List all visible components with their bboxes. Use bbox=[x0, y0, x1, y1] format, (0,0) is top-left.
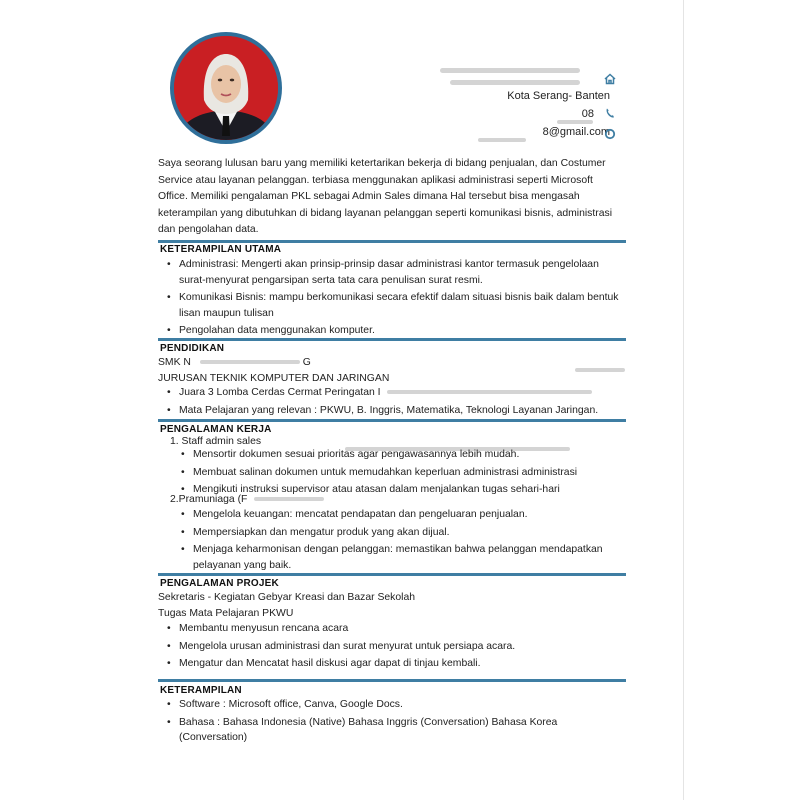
skills-main-list bbox=[166, 257, 621, 341]
contact-name-redacted bbox=[440, 62, 590, 70]
contact-email: 8@gmail.com bbox=[542, 126, 610, 138]
list-item: • Mengelola urusan administrasi dan surat menyurat untuk persiapa acara. bbox=[166, 639, 621, 655]
project-role: Sekretaris - Kegiatan Gebyar Kreasi dan Bazar Sekolah bbox=[158, 592, 416, 603]
contact-phone: 08 bbox=[581, 108, 594, 120]
contact-city: Kota Serang- Banten bbox=[507, 90, 610, 102]
list-item: • Juara 3 Lomba Cerdas Cermat Peringatan I bbox=[166, 385, 621, 401]
profile-summary: Saya seorang lulusan baru yang memiliki ketertarikan bekerja di bidang penjualan, dan Costumer Service atau layanan pelanggan. terbiasa menggunakan aplikasi administrasi seperti Microsoft Office. Memiliki pengalaman PKL sebagai Admin Sales dimana Hal tersebut bisa mengasah keterampilan yang dibutuhkan di bidang layanan pelanggan seperti komunikasi bisnis, administrasi dan pengolahan data. bbox=[158, 158, 613, 235]
section-divider bbox=[158, 419, 626, 422]
work-heading: PENGALAMAN KERJA bbox=[160, 424, 272, 435]
skills-list bbox=[166, 697, 626, 748]
page-edge bbox=[683, 0, 684, 800]
list-item: • Membuat salinan dokumen untuk memudahkan keperluan administrasi administrasi bbox=[180, 465, 625, 481]
job1-title: 1. Staff admin sales bbox=[170, 436, 262, 447]
job2-title: 2.Pramuniaga (F bbox=[170, 492, 324, 507]
phone-icon bbox=[604, 106, 616, 118]
section-divider bbox=[158, 679, 626, 682]
list-item: • Software : Microsoft office, Canva, Google Docs. bbox=[166, 697, 626, 713]
list-item: • Mengatur dan Mencatat hasil diskusi agar dapat di tinjau kembali. bbox=[166, 656, 621, 672]
section-divider bbox=[158, 573, 626, 576]
list-item: • Pengolahan data menggunakan komputer. bbox=[166, 323, 621, 339]
contact-email-redacted bbox=[478, 131, 526, 149]
list-item: • Mensortir dokumen sesuai prioritas agar pengawasannya lebih mudah. bbox=[180, 447, 625, 463]
education-heading: PENDIDIKAN bbox=[160, 343, 225, 354]
profile-photo bbox=[170, 32, 282, 144]
education-major: JURUSAN TEKNIK KOMPUTER DAN JARINGAN bbox=[158, 373, 390, 384]
education-list bbox=[166, 385, 621, 420]
list-item: • Administrasi: Mengerti akan prinsip-prinsip dasar administrasi kantor termasuk pengelolaan surat-menyurat pengarsipan serta tata cara penulisan surat resmi. bbox=[166, 257, 621, 288]
section-divider bbox=[158, 338, 626, 341]
email-icon bbox=[604, 127, 616, 139]
list-item: • Mengikuti instruksi supervisor atau atasan dalam menjalankan tugas sehari-hari bbox=[180, 482, 625, 498]
list-item: • Mata Pelajaran yang relevan : PKWU, B. Inggris, Matematika, Teknologi Layanan Jaringan. bbox=[166, 403, 621, 419]
projects-list bbox=[166, 621, 621, 674]
skills-main-heading: KETERAMPILAN UTAMA bbox=[160, 244, 282, 255]
skills-heading: KETERAMPILAN bbox=[160, 685, 242, 696]
home-icon bbox=[604, 72, 616, 84]
list-item: • Mempersiapkan dan mengatur produk yang akan dijual. bbox=[180, 525, 625, 541]
education-years-redacted bbox=[575, 361, 625, 379]
list-item: • Membantu menyusun rencana acara bbox=[166, 621, 621, 637]
contact-address-redacted bbox=[450, 74, 590, 82]
education-school: SMK N G bbox=[158, 357, 311, 368]
job2-list bbox=[180, 507, 625, 575]
list-item: • Mengelola keuangan: mencatat pendapatan dan pengeluaran penjualan. bbox=[180, 507, 625, 523]
list-item: • Komunikasi Bisnis: mampu berkomunikasi secara efektif dalam situasi bisnis baik dalam bentuk lisan maupun tulisan bbox=[166, 290, 621, 321]
list-item: • Bahasa : Bahasa Indonesia (Native) Bahasa Inggris (Conversation) Bahasa Korea (Conversation) bbox=[166, 715, 626, 746]
person-portrait-icon bbox=[174, 36, 278, 140]
section-divider bbox=[158, 240, 626, 243]
list-item: • Menjaga keharmonisan dengan pelanggan: memastikan bahwa pelanggan mendapatkan pelayanan yang baik. bbox=[180, 542, 625, 573]
projects-heading: PENGALAMAN PROJEK bbox=[160, 578, 279, 589]
project-subtitle: Tugas Mata Pelajaran PKWU bbox=[158, 608, 294, 619]
